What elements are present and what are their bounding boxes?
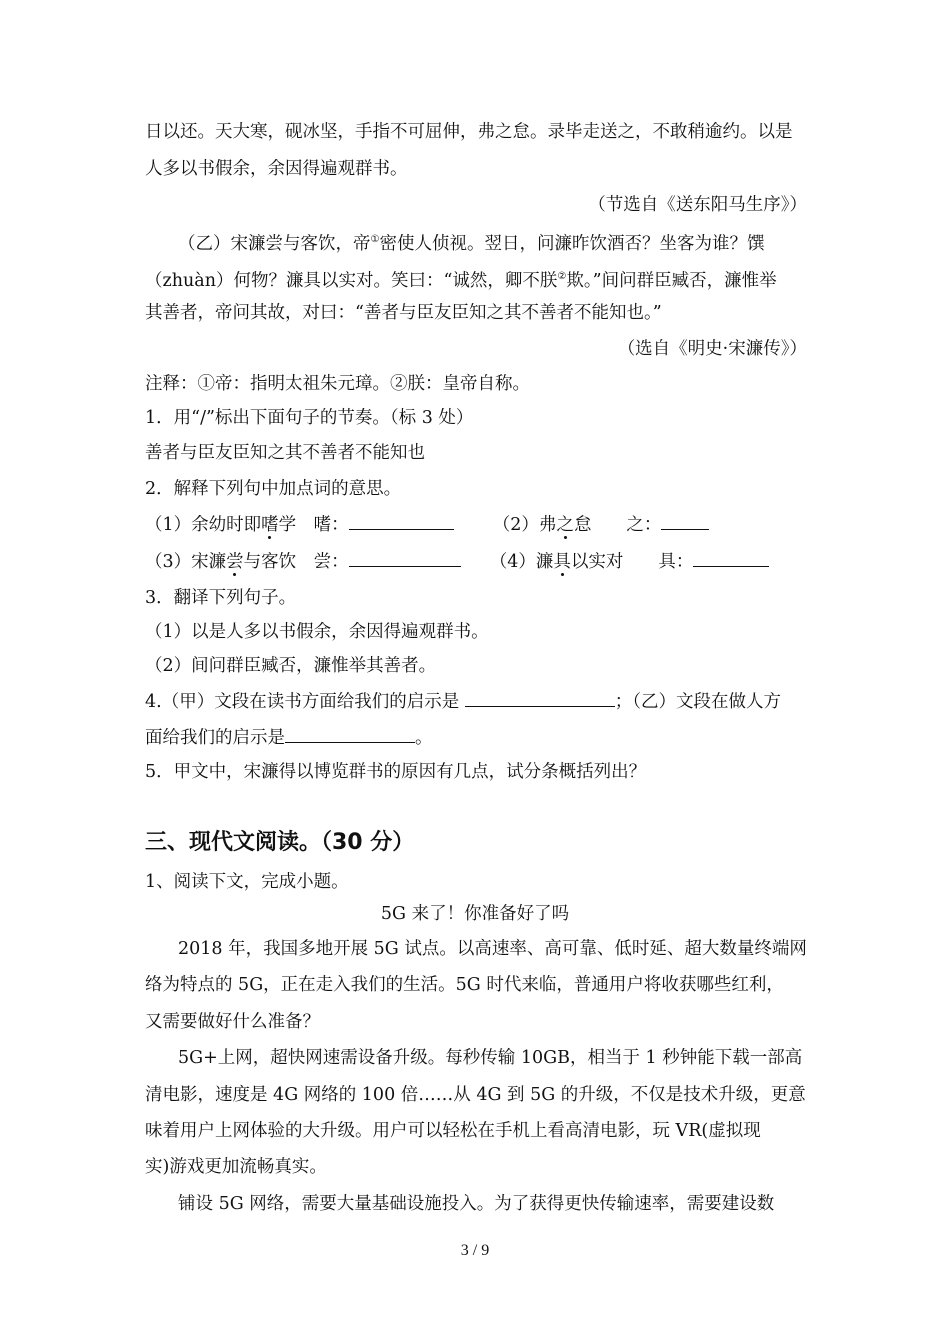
q4-text: 面给我们的启示是 (145, 728, 285, 748)
passage-b-source: （选自《明史·宋濂传》） (617, 339, 807, 359)
article-paragraph-1-line: 又需要做好什么准备？ (145, 1012, 320, 1032)
dotted-char: 具 (553, 552, 571, 572)
question-3-prompt: 3．翻译下列句子。 (145, 588, 297, 608)
answer-blank[interactable] (349, 511, 454, 530)
question-2-row-2 (145, 548, 769, 574)
article-paragraph-2-line: 清电影，速度是 4G 网络的 100 倍……从 4G 到 5G 的升级，不仅是技术升级，更意 (145, 1085, 806, 1105)
q2-item-3-text: （3）宋濂 (145, 552, 227, 572)
question-4-line-2 (145, 724, 433, 750)
article-paragraph-2-line: 实)游戏更加流畅真实。 (145, 1157, 327, 1177)
article-paragraph-3-line: 铺设 5G 网络，需要大量基础设施投入。为了获得更快传输速率，需要建设数 (178, 1194, 775, 1214)
section-heading: 三、现代文阅读。（30 分） (145, 830, 415, 855)
q2-item-2 (493, 515, 710, 535)
question-4-line-1 (145, 688, 781, 714)
question-3-item-1: （1）以是人多以书假余，余因得遍观群书。 (145, 622, 489, 642)
passage-b-text: 密使人侦视。翌日，问濂昨饮酒否？坐客为谁？馔 (379, 233, 765, 254)
answer-blank[interactable] (693, 548, 769, 567)
notes: 注释：①帝：指明太祖朱元璋。②朕：皇帝自称。 (145, 374, 530, 394)
q2-item-4-text: 以实对 具： (570, 552, 694, 572)
footnote-marker: ② (557, 271, 567, 282)
passage-b-line-2 (145, 265, 777, 293)
article-paragraph-2-line: 味着用户上网体验的大升级。用户可以轻松在手机上看高清电影，玩 VR(虚拟现 (145, 1121, 761, 1141)
passage-a-source: （节选自《送东阳马生序》） (588, 195, 807, 215)
dotted-char: 尝 (226, 552, 244, 572)
q2-item-1-text: 学 嗜： (278, 515, 349, 535)
passage-b-line-1 (178, 228, 764, 256)
passage-b-text: （zhuàn）何物？濂具以实对。笑曰：“诚然，卿不朕 (145, 270, 558, 291)
question-1-sentence: 善者与臣友臣知之其不善者不能知也 (145, 443, 425, 463)
passage-a-line-2: 人多以书假余，余因得遍观群书。 (145, 159, 408, 179)
answer-blank[interactable] (285, 724, 415, 743)
q4-text: 。 (415, 728, 433, 748)
answer-blank[interactable] (349, 548, 461, 567)
passage-b-text: 欺。”间问群臣臧否，濂惟举 (566, 270, 777, 291)
article-paragraph-1-line: 络为特点的 5G，正在走入我们的生活。5G 时代来临，普通用户将收获哪些红利， (145, 975, 784, 995)
q4-text: 4.（甲）文段在读书方面给我们的启示是 (145, 692, 465, 712)
q2-item-2-text: 怠 之： (573, 515, 662, 535)
article-paragraph-1-line: 2018 年，我国多地开展 5G 试点。以高速率、高可靠、低时延、超大数量终端网 (178, 939, 807, 959)
passage-b-line-3: 其善者，帝问其故，对曰：“善者与臣友臣知之其不善者不能知也。” (145, 303, 662, 323)
section-intro: 1、阅读下文，完成小题。 (145, 872, 349, 892)
question-3-item-2: （2）间问群臣臧否，濂惟举其善者。 (145, 656, 437, 676)
q2-item-1-text: （1）余幼时即 (145, 515, 262, 535)
answer-blank[interactable] (465, 688, 615, 707)
dotted-char: 嗜 (261, 515, 279, 535)
answer-blank[interactable] (661, 511, 709, 530)
question-5: 5．甲文中，宋濂得以博览群书的原因有几点，试分条概括列出？ (145, 762, 647, 782)
passage-b-text: （乙）宋濂尝与客饮，帝 (178, 233, 371, 254)
passage-a-line-1: 日以还。天大寒，砚冰坚，手指不可屈伸，弗之怠。录毕走送之，不敢稍逾约。以是 (145, 122, 793, 142)
page-number: 3 / 9 (460, 1242, 490, 1259)
question-1-prompt: 1．用“/”标出下面句子的节奏。（标 3 处） (145, 408, 474, 428)
q2-item-3-text: 与客饮 尝： (243, 552, 349, 572)
q2-item-4 (490, 552, 770, 572)
article-paragraph-2-line: 5G+上网，超快网速需设备升级。每秒传输 10GB，相当于 1 秒钟能下载一部高 (178, 1048, 803, 1068)
q2-item-2-text: （2）弗 (492, 515, 557, 535)
question-2-row-1 (145, 511, 709, 537)
q2-item-4-text: （4）濂 (489, 552, 554, 572)
q2-item-3 (145, 552, 461, 572)
q2-item-1 (145, 515, 454, 535)
article-title: 5G 来了！你准备好了吗 (380, 904, 570, 924)
dotted-char: 之 (556, 515, 574, 535)
q4-text: ；（乙）文段在做人方 (614, 692, 782, 712)
footnote-marker: ① (370, 234, 380, 245)
question-2-prompt: 2．解释下列句中加点词的意思。 (145, 479, 402, 499)
